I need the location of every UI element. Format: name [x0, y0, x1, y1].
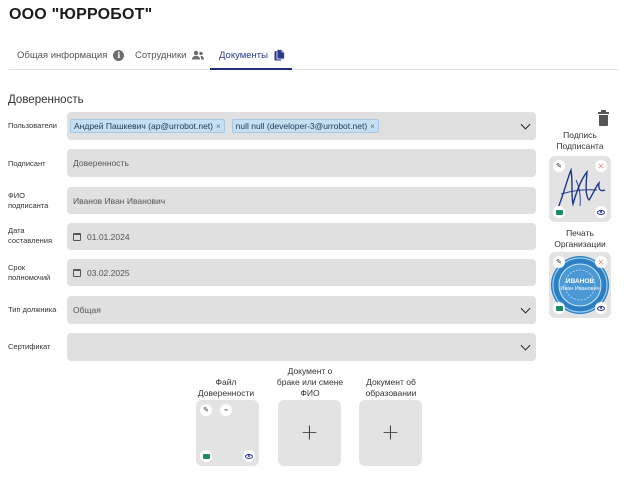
- signer-fio-label: ФИО подписанта: [8, 191, 49, 210]
- add-icon[interactable]: +: [300, 420, 319, 446]
- calendar-icon[interactable]: [73, 269, 81, 277]
- tab-label: Общая информация: [17, 49, 108, 61]
- download-icon[interactable]: [553, 302, 565, 314]
- signer-input[interactable]: [67, 149, 536, 177]
- doc-label: Документ о браке или смене ФИО: [276, 366, 344, 398]
- chevron-down-icon[interactable]: [521, 120, 531, 130]
- tab-bar: [9, 40, 618, 70]
- users-multiselect[interactable]: [67, 112, 536, 140]
- signer-fio-input[interactable]: [67, 187, 536, 214]
- stamp-label: Печать Организации: [554, 228, 606, 249]
- doc-label: Документ об образовании: [365, 377, 417, 398]
- delete-trash-icon[interactable]: [598, 112, 609, 126]
- download-icon[interactable]: [200, 450, 212, 462]
- signature-label: Подпись Подписанта: [556, 130, 604, 151]
- section-title: Доверенность: [8, 94, 84, 106]
- close-icon[interactable]: ✕: [595, 160, 607, 172]
- eye-icon[interactable]: [243, 450, 255, 462]
- chip-label: Андрей Пашкевич (ap@urrobot.net): [74, 121, 213, 131]
- tab-general-info[interactable]: [17, 40, 124, 70]
- tab-employees[interactable]: [135, 40, 204, 70]
- certificate-select[interactable]: [67, 333, 536, 361]
- user-chip[interactable]: [232, 119, 379, 133]
- info-icon: i: [113, 50, 124, 61]
- stamp-subname: Иван Иванович: [560, 286, 600, 292]
- signer-label: Подписант: [8, 159, 46, 168]
- active-tab-indicator: [210, 68, 292, 70]
- doc-card-marriage[interactable]: [278, 400, 341, 466]
- position-type-select[interactable]: [67, 296, 536, 324]
- calendar-icon[interactable]: [73, 233, 81, 241]
- tab-documents[interactable]: [219, 40, 285, 70]
- stamp-card[interactable]: [549, 252, 611, 318]
- date-created-value: 01.01.2024: [87, 231, 130, 242]
- eye-icon[interactable]: [595, 206, 607, 218]
- users-label: Пользователи: [8, 121, 57, 130]
- documents-icon: [274, 49, 285, 61]
- chip-label: null null (developer-3@urrobot.net): [235, 121, 368, 131]
- eye-icon[interactable]: [595, 302, 607, 314]
- add-icon[interactable]: +: [381, 420, 400, 446]
- tab-label: Сотрудники: [135, 49, 187, 61]
- certificate-label: Сертификат: [8, 342, 51, 351]
- position-type-value: Общая: [73, 305, 101, 315]
- people-icon: [192, 50, 204, 60]
- doc-card-education[interactable]: [359, 400, 422, 466]
- validity-input[interactable]: [67, 259, 536, 286]
- stamp-name: ИВАНОВ: [565, 278, 595, 285]
- chip-remove-icon[interactable]: ×: [216, 121, 221, 131]
- user-chip[interactable]: [70, 119, 225, 133]
- validity-value: 03.02.2025: [87, 267, 130, 278]
- tab-label: Документы: [219, 49, 268, 61]
- chip-remove-icon[interactable]: ×: [370, 121, 375, 131]
- doc-label: Файл Доверенности: [197, 377, 255, 398]
- date-created-label: Дата составления: [8, 226, 53, 245]
- doc-card-power-of-attorney[interactable]: [196, 400, 259, 466]
- position-type-label: Тип должника: [8, 305, 57, 314]
- paperclip-icon[interactable]: ⌁: [220, 404, 232, 416]
- page-title: ООО "ЮРРОБОТ": [9, 6, 153, 23]
- validity-label: Срок полномочий: [8, 263, 51, 282]
- edit-icon[interactable]: ✎: [200, 404, 212, 416]
- edit-icon[interactable]: ✎: [553, 256, 565, 268]
- download-icon[interactable]: [553, 206, 565, 218]
- signer-value: Доверенность: [73, 158, 129, 168]
- signer-fio-value: Иванов Иван Иванович: [73, 195, 166, 206]
- signature-card[interactable]: [549, 156, 611, 222]
- edit-icon[interactable]: ✎: [553, 160, 565, 172]
- chevron-down-icon[interactable]: [521, 304, 531, 314]
- date-created-input[interactable]: [67, 223, 536, 250]
- close-icon[interactable]: ✕: [595, 256, 607, 268]
- chevron-down-icon[interactable]: [521, 341, 531, 351]
